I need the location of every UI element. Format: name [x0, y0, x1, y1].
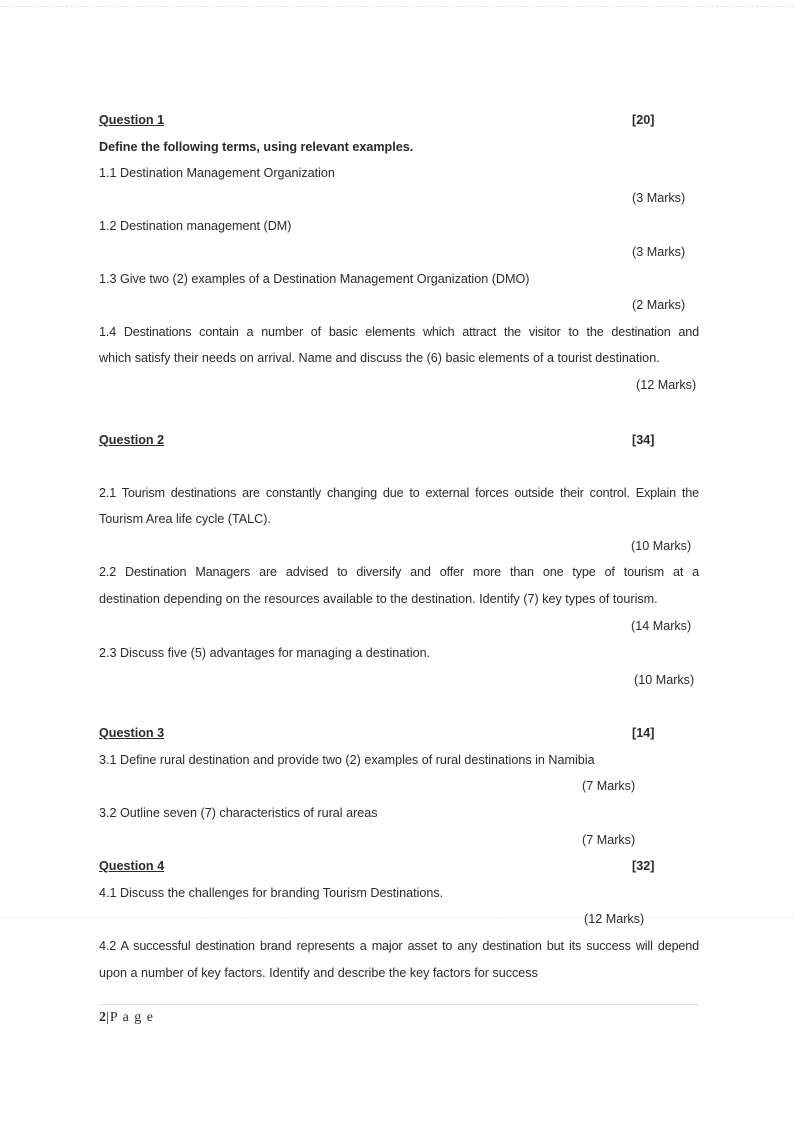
question-1-total: [20]	[632, 113, 655, 127]
item-1-4-line-2: which satisfy their needs on arrival. Name and discuss the (6) basic elements of a tourist destination.	[99, 351, 660, 365]
marks-1-1: (3 Marks)	[632, 191, 686, 205]
item-4-2-line-1: 4.2 A successful destination brand represents a major asset to any destination but its success will depend	[99, 939, 699, 953]
marks-3-2: (7 Marks)	[582, 833, 636, 847]
question-4-title: Question 4	[99, 859, 165, 873]
item-3-2: 3.2 Outline seven (7) characteristics of rural areas	[99, 806, 378, 820]
item-1-4-line-1: 1.4 Destinations contain a number of basic elements which attract the visitor to the destination and	[99, 325, 699, 339]
marks-1-2: (3 Marks)	[632, 245, 686, 259]
marks-2-2: (14 Marks)	[631, 619, 692, 633]
item-1-3: 1.3 Give two (2) examples of a Destination Management Organization (DMO)	[99, 272, 530, 286]
page-footer	[99, 1010, 154, 1026]
question-3-title: Question 3	[99, 726, 165, 740]
item-1-2: 1.2 Destination management (DM)	[99, 219, 292, 233]
item-2-3: 2.3 Discuss five (5) advantages for managing a destination.	[99, 646, 431, 660]
question-2-total: [34]	[632, 433, 655, 447]
question-1-instruction: Define the following terms, using relevant examples.	[99, 140, 414, 154]
question-4-total: [32]	[632, 859, 655, 873]
scan-artifact-line	[0, 6, 794, 7]
item-2-1-line-1: 2.1 Tourism destinations are constantly changing due to external forces outside their control. Explain the	[99, 486, 699, 500]
question-2-title: Question 2	[99, 433, 165, 447]
footer-separator: |	[106, 1010, 110, 1025]
question-3-total: [14]	[632, 726, 655, 740]
item-4-1: 4.1 Discuss the challenges for branding Tourism Destinations.	[99, 886, 444, 900]
scan-artifact-line	[0, 917, 794, 918]
marks-2-3: (10 Marks)	[634, 673, 695, 687]
item-4-2-line-2: upon a number of key factors. Identify and describe the key factors for success	[99, 966, 538, 980]
item-2-2-line-2: destination depending on the resources available to the destination. Identify (7) key types of tourism.	[99, 592, 658, 606]
page-label: P a g e	[109, 1010, 155, 1025]
footer-divider	[99, 1004, 699, 1005]
marks-1-4: (12 Marks)	[636, 378, 697, 392]
marks-4-1: (12 Marks)	[584, 912, 645, 926]
item-2-2-line-1: 2.2 Destination Managers are advised to diversify and offer more than one type of tourism at a	[99, 565, 699, 579]
page-number: 2	[99, 1010, 106, 1025]
item-3-1: 3.1 Define rural destination and provide two (2) examples of rural destinations in Namibia	[99, 753, 595, 767]
question-1-title: Question 1	[99, 113, 165, 127]
marks-1-3: (2 Marks)	[632, 298, 686, 312]
marks-2-1: (10 Marks)	[631, 539, 692, 553]
marks-3-1: (7 Marks)	[582, 779, 636, 793]
item-2-1-line-2: Tourism Area life cycle (TALC).	[99, 512, 271, 526]
item-1-1: 1.1 Destination Management Organization	[99, 166, 335, 180]
